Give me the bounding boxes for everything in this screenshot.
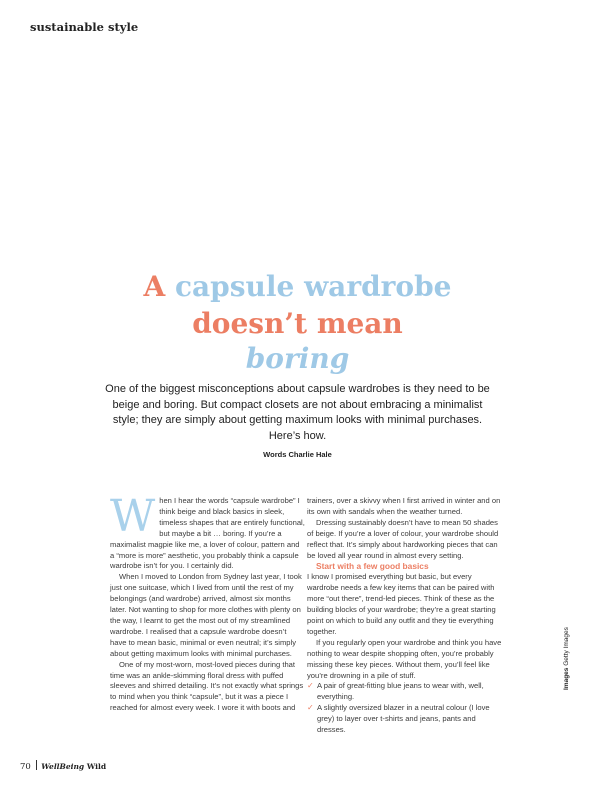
- credit-value: Getty Images: [563, 627, 570, 666]
- magazine-brand: WellBeing: [41, 762, 85, 771]
- headline-line-1: [0, 270, 595, 304]
- tick-icon: ✓: [307, 703, 314, 713]
- tick-icon: ✓: [307, 681, 314, 691]
- drop-cap: W: [110, 491, 156, 542]
- credit-label: Images: [563, 667, 570, 690]
- list-item: ✓ A slightly oversized blazer in a neutral colour (I love grey) to layer over t-shirts and jeans, pants and dresses.: [307, 703, 490, 735]
- image-credit: [563, 627, 570, 690]
- paragraph: When I hear the words “capsule wardrobe” I think beige and black basics in sleek, timeless shapes that are entirely functional, but maybe a bit … boring. If you’re a maximalist magpie like me, a lover of colour, pattern and a “more is more” aesthetic, you probably think a capsule wardrobe isn’t for you. I certainly did.: [110, 491, 305, 571]
- paragraph: I know I promised everything but basic, but every wardrobe needs a few key items that can be paired with more “out there”, trend-led pieces. Think of these as the building blocks of your wardrobe; they’re a great starting point on which to build any outfit and they tie everything together.: [307, 572, 496, 636]
- section-tag: sustainable style: [30, 20, 139, 34]
- article-column-1: [110, 491, 305, 714]
- article-column-2: [307, 496, 502, 736]
- headline-capsule-wardrobe: capsule wardrobe: [174, 270, 452, 303]
- byline: Words Charlie Hale: [263, 450, 332, 459]
- paragraph: When I moved to London from Sydney last year, I took just one suitcase, which I lived from until the rest of my belongings (and wardrobe) arrived, almost six months later. Not wanting to shop for more clothes with plenty on the way, I learnt to get the most out of my streamlined wardrobe. I realised that a capsule wardrobe doesn’t have to mean basic, minimal or even neutral; it’s simply about getting maximum looks with minimal purchases.: [110, 572, 302, 658]
- page-number: 70: [20, 762, 31, 772]
- paragraph: Dressing sustainably doesn’t have to mean 50 shades of beige. If you’re a lover of colour, your wardrobe should reflect that. It’s simply about hardworking pieces that can be loved all year round in almost every setting.: [307, 517, 499, 560]
- headline-line-3: boring: [245, 342, 350, 375]
- headline-word-a: A: [143, 270, 166, 303]
- list-item: ✓ A pair of great-fitting blue jeans to wear with, well, everything.: [307, 681, 484, 702]
- standfirst: One of the biggest misconceptions about capsule wardrobes is they need to be beige and boring. But compact closets are not about embracing a minimalist style; they are simply about getting maximum looks with minimal purchases. Here’s how.: [105, 383, 490, 442]
- folio-divider: [36, 760, 37, 770]
- paragraph: If you regularly open your wardrobe and think you have nothing to wear despite shopping often, you’re probably missing these key pieces. Without them, you’ll feel like you’re drowning in a pile of stuff.: [307, 637, 502, 680]
- paragraph: trainers, over a skivvy when I first arrived in winter and on its own with sandals when the weather turned.: [307, 496, 501, 516]
- folio: [20, 760, 106, 772]
- subheading: Start with a few good basics: [316, 561, 429, 572]
- headline-line-2: doesn’t mean: [192, 307, 403, 340]
- paragraph: One of my most-worn, most-loved pieces during that time was an ankle-skimming floral dress with puffed sleeves and shirred detailing. It’s not exactly what springs to mind when you think “capsule”, but it was a piece I reached for almost every week. I wore it with boots and: [110, 659, 304, 713]
- magazine-section: Wild: [86, 762, 107, 771]
